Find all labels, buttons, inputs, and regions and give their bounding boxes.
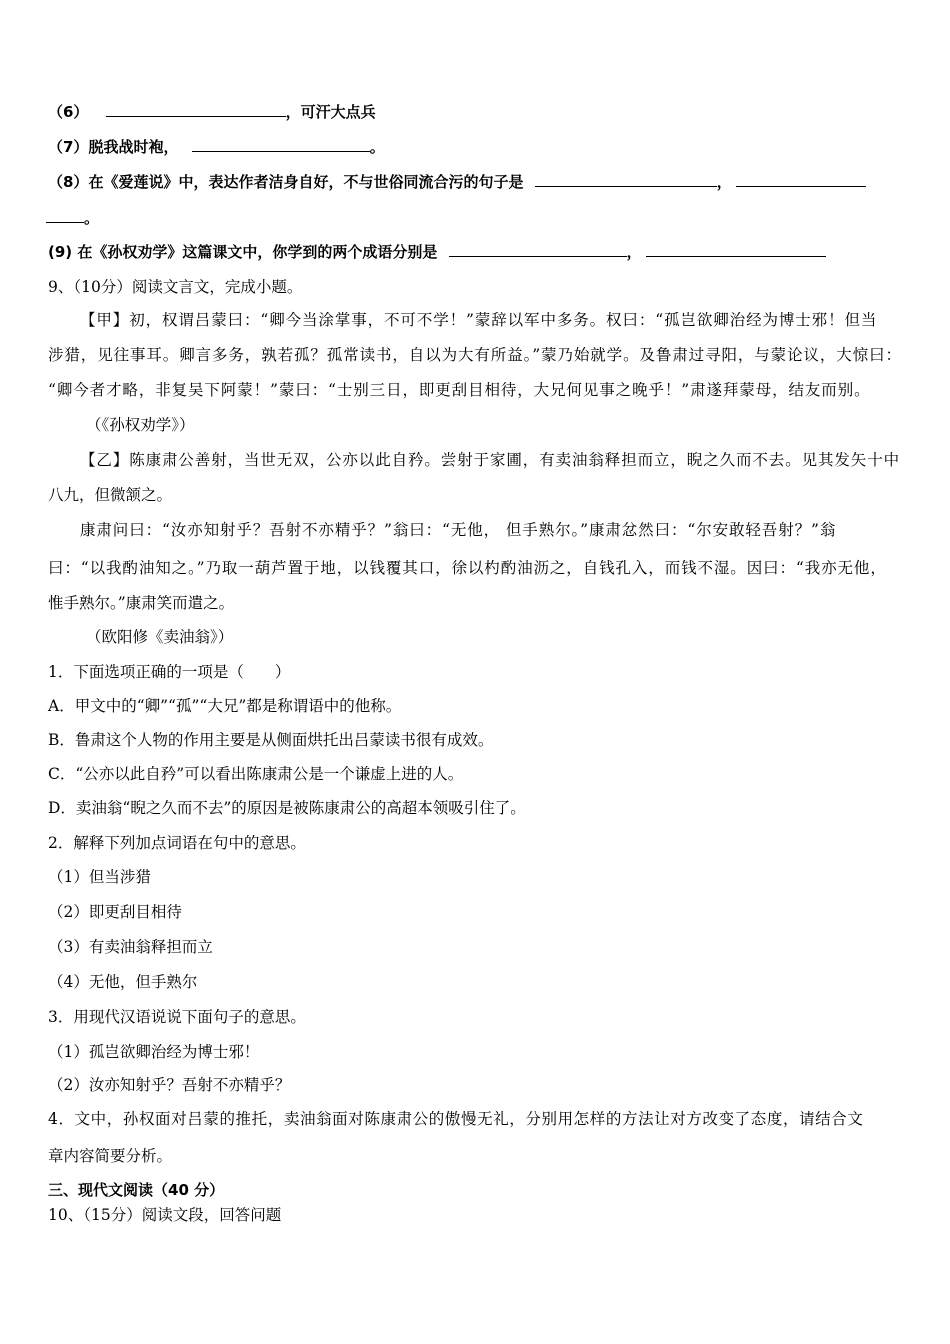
question-line: （3）有卖油翁释担而立: [48, 938, 213, 956]
question-9-fill: [48, 242, 826, 262]
passage-yi-line: 惟手熟尔。”康肃笑而遣之。: [48, 594, 235, 612]
question-line: （1）但当涉猎: [48, 868, 151, 886]
passage-yi-line: 八九，但微颔之。: [48, 486, 173, 504]
question-line: 2．解释下列加点词语在句中的意思。: [48, 834, 306, 852]
passage-yi-line: 曰：“以我酌油知之。”乃取一葫芦置于地，以钱覆其口，徐以杓酌油沥之，自钱孔入，而钱不湿。因曰：“我亦无他，: [48, 559, 887, 577]
passage-jia-line: 涉猎，见往事耳。卿言多务，孰若孤？孤常读书，自以为大有所益。”蒙乃始就学。及鲁肃过寻阳，与蒙论议，大惊曰：: [48, 346, 902, 364]
question-line: 4．文中，孙权面对吕蒙的推托，卖油翁面对陈康肃公的傲慢无礼，分别用怎样的方法让对方改变了态度，请结合文: [48, 1110, 864, 1128]
q7-number: （7）: [48, 138, 89, 156]
q9-blank-2[interactable]: [646, 242, 826, 257]
question-line: 章内容简要分析。: [48, 1147, 173, 1165]
option-c: C．“公亦以此自矜”可以看出陈康肃公是一个谦虚上进的人。: [48, 765, 464, 783]
q8-text: 在《爱莲说》中，表达作者洁身自好，不与世俗同流合污的句子是: [88, 173, 524, 191]
passage-jia-line: “卿今者才略，非复吴下阿蒙！”蒙曰：“士别三日，即更刮目相待，大兄何见事之晚乎！”肃遂拜蒙母，结友而别。: [48, 381, 871, 399]
passage-jia-line: 【甲】初，权谓吕蒙曰：“卿今当涂掌事，不可不学！”蒙辞以军中多务。权曰：“孤岂欲卿治经为博士邪！但当: [80, 311, 878, 329]
q6-number: （6）: [48, 103, 89, 121]
question-7: [48, 137, 385, 157]
q7-suffix: 。: [369, 138, 385, 156]
q8-number: （8）: [48, 173, 89, 191]
option-a: A．甲文中的“卿”“孤”“大兄”都是称谓语中的他称。: [48, 697, 402, 715]
q8-blank-2-cont[interactable]: [46, 208, 84, 223]
q9-blank-1[interactable]: [449, 242, 627, 257]
source-jia: （《孙权劝学》）: [86, 416, 195, 434]
option-d: D．卖油翁“睨之久而不去”的原因是被陈康肃公的高超本领吸引住了。: [48, 799, 526, 817]
question-line: （2）汝亦知射乎？吾射不亦精乎？: [48, 1076, 291, 1094]
question-line: （1）孤岂欲卿治经为博士邪！: [48, 1043, 260, 1061]
question-6: [48, 102, 376, 122]
source-yi: （欧阳修《卖油翁》）: [86, 628, 234, 646]
q9-header: 9、（10分）阅读文言文，完成小题。: [48, 278, 303, 296]
question-line: （4）无他，但手熟尔: [48, 973, 198, 991]
question-line: （2）即更刮目相待: [48, 903, 182, 921]
question-line: 1．下面选项正确的一项是（ ）: [48, 663, 291, 681]
question-8-cont: [46, 208, 99, 228]
q7-prefix: 脱我战时袍，: [88, 138, 179, 156]
q10-header: 10、（15分）阅读文段，回答问题: [48, 1206, 282, 1224]
q9-number: (9): [48, 243, 73, 261]
q9-sep: ，: [626, 243, 642, 261]
section-heading: 三、现代文阅读（40 分）: [48, 1181, 225, 1199]
q7-blank[interactable]: [192, 137, 370, 152]
q6-blank[interactable]: [106, 102, 286, 117]
q9-text: 在《孙权劝学》这篇课文中，你学到的两个成语分别是: [77, 243, 438, 261]
q8-blank-1[interactable]: [535, 172, 717, 187]
question-8: [48, 172, 866, 192]
passage-yi-line: 康肃问曰：“汝亦知射乎？吾射不亦精乎？”翁曰：“无他， 但手熟尔。”康肃忿然曰：“尔安敢轻吾射？”翁: [80, 521, 837, 539]
question-line: 3．用现代汉语说说下面句子的意思。: [48, 1008, 306, 1026]
q8-blank-2[interactable]: [736, 172, 866, 187]
option-b: B．鲁肃这个人物的作用主要是从侧面烘托出吕蒙读书很有成效。: [48, 731, 494, 749]
q8-end: 。: [84, 209, 100, 227]
passage-yi-line: 【乙】陈康肃公善射，当世无双，公亦以此自矜。尝射于家圃，有卖油翁释担而立，睨之久而不去。见其发矢十中: [80, 451, 901, 469]
q8-sep: ，: [716, 173, 732, 191]
q6-suffix: ，可汗大点兵: [285, 103, 376, 121]
